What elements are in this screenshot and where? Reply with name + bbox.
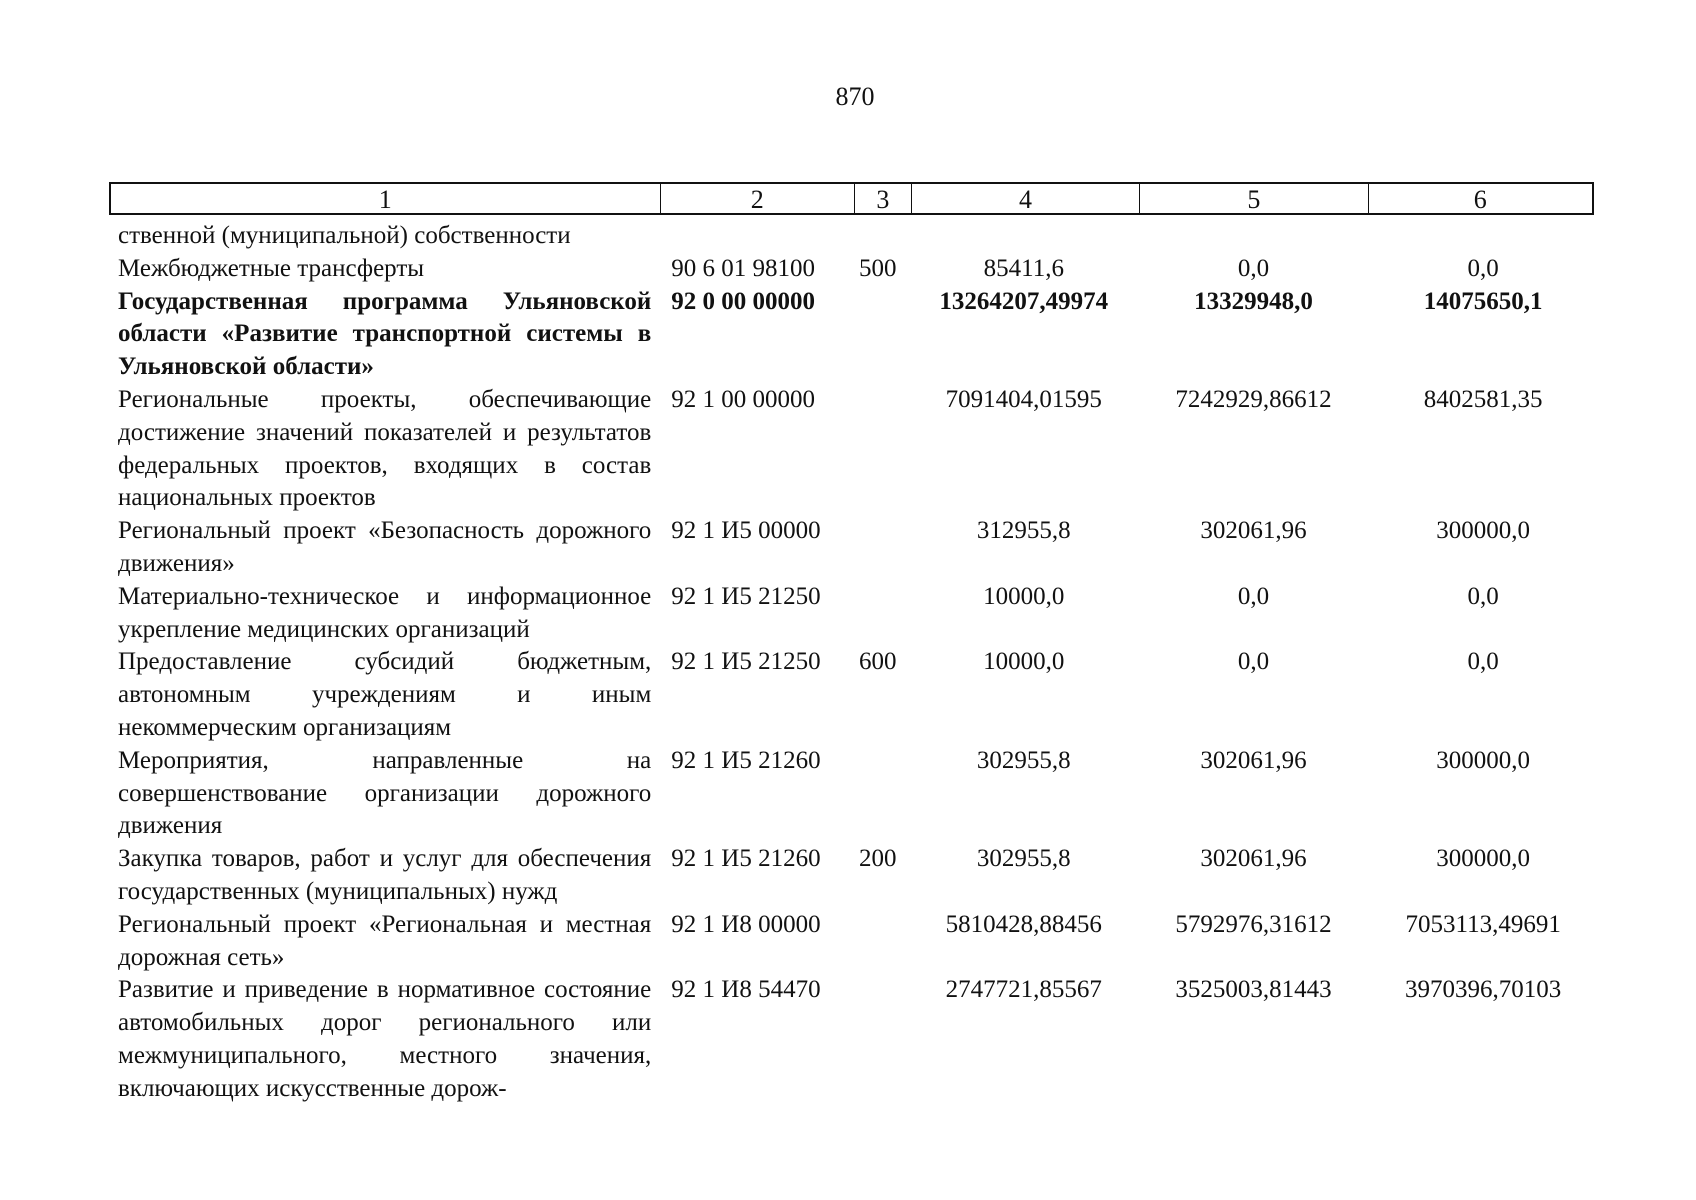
row-value-6: 0,0 <box>1467 648 1499 676</box>
table-row <box>118 515 1598 581</box>
row-code: 92 1 И5 21260 <box>671 746 821 774</box>
row-value-5: 302061,96 <box>1200 746 1307 774</box>
row-value-6: 300000,0 <box>1436 746 1531 774</box>
row-name: Региональный проект «Безопасность дорожного движения» <box>118 517 652 577</box>
row-value-6: 14075650,1 <box>1423 287 1543 315</box>
row-value-4: 302955,8 <box>976 845 1071 873</box>
row-value-6: 3970396,70103 <box>1405 976 1562 1004</box>
row-code: 92 1 И5 00000 <box>671 517 821 545</box>
row-value-5: 302061,96 <box>1200 517 1307 545</box>
row-name: Материально-техническое и информационное укрепление медицинских организаций <box>118 582 652 643</box>
row-code: 92 1 И5 21250 <box>671 648 821 676</box>
table-row <box>118 220 1598 253</box>
column-header-2: 2 <box>661 184 855 213</box>
row-name: ственной (муниципальной) собственности <box>118 222 571 249</box>
table-body <box>118 220 1598 1106</box>
row-value-4: 2747721,85567 <box>945 976 1102 1004</box>
table-header <box>109 182 1594 215</box>
row-value-6: 0,0 <box>1467 254 1499 282</box>
row-value-4: 7091404,01595 <box>945 385 1102 413</box>
row-code: 92 1 И5 21250 <box>671 582 821 610</box>
row-name: Региональные проекты, обеспечивающие достижение значений показателей и результатов федеральных проектов, входящих в состав национальных проектов <box>118 385 652 512</box>
row-value-4: 5810428,88456 <box>945 910 1102 938</box>
row-name: Региональный проект «Региональная и местная дорожная сеть» <box>118 910 652 971</box>
row-name: Государственная программа Ульяновской области «Развитие транспортной системы в Ульяновской области» <box>118 287 652 381</box>
row-code: 92 1 И5 21260 <box>671 845 821 873</box>
table-row <box>118 974 1598 1105</box>
row-value-5: 3525003,81443 <box>1175 976 1332 1004</box>
table-row <box>118 843 1598 909</box>
row-code: 92 1 И8 54470 <box>671 976 821 1004</box>
row-value-5: 0,0 <box>1237 582 1270 610</box>
row-value-5: 302061,96 <box>1200 845 1307 873</box>
row-value-5: 0,0 <box>1237 254 1270 282</box>
row-code: 92 0 00 00000 <box>671 287 816 315</box>
row-name: Закупка товаров, работ и услуг для обеспечения государственных (муниципальных) нужд <box>118 845 652 905</box>
row-value-5: 13329948,0 <box>1194 287 1313 315</box>
row-value-4: 10000,0 <box>983 648 1065 676</box>
row-name: Предоставление субсидий бюджетным, автономным учреждениям и иным некоммерческим организациям <box>118 648 652 741</box>
row-name: Мероприятия, направленные на совершенствование организации дорожного движения <box>118 746 652 840</box>
row-value-5: 7242929,86612 <box>1175 385 1332 413</box>
table-row <box>118 581 1598 647</box>
row-value-4: 13264207,49974 <box>939 287 1109 315</box>
page-number: 870 <box>835 82 875 111</box>
row-value-6: 300000,0 <box>1436 517 1531 545</box>
table-row <box>118 745 1598 843</box>
row-code: 92 1 00 00000 <box>671 385 816 413</box>
column-header-4: 4 <box>912 184 1140 213</box>
row-value-5: 5792976,31612 <box>1175 910 1332 938</box>
row-value-4: 10000,0 <box>983 582 1065 610</box>
row-value-4: 302955,8 <box>976 746 1071 774</box>
row-value-5: 0,0 <box>1237 648 1270 676</box>
table-row <box>118 646 1598 744</box>
row-value-4: 85411,6 <box>983 254 1064 282</box>
row-type: 200 <box>859 845 897 873</box>
row-value-6: 7053113,49691 <box>1405 910 1561 938</box>
row-value-6: 0,0 <box>1467 582 1499 610</box>
row-type: 500 <box>859 254 897 282</box>
column-header-1: 1 <box>111 184 661 213</box>
row-code: 92 1 И8 00000 <box>671 910 821 938</box>
row-name: Межбюджетные трансферты <box>118 254 425 282</box>
table-row-program <box>118 286 1598 384</box>
column-header-3: 3 <box>855 184 912 213</box>
row-type: 600 <box>859 648 897 676</box>
table-row <box>118 384 1598 515</box>
row-value-6: 8402581,35 <box>1423 385 1543 413</box>
column-header-5: 5 <box>1140 184 1368 213</box>
table-row <box>118 253 1598 286</box>
table-row <box>118 909 1598 975</box>
row-value-4: 312955,8 <box>976 517 1071 545</box>
column-header-6: 6 <box>1473 185 1487 214</box>
row-value-6: 300000,0 <box>1436 845 1531 873</box>
row-name: Развитие и приведение в нормативное состояние автомобильных дорог регионального или межмуниципального, местного значения, включающих искусственные дорож- <box>118 976 652 1102</box>
row-code: 90 6 01 98100 <box>671 254 816 282</box>
